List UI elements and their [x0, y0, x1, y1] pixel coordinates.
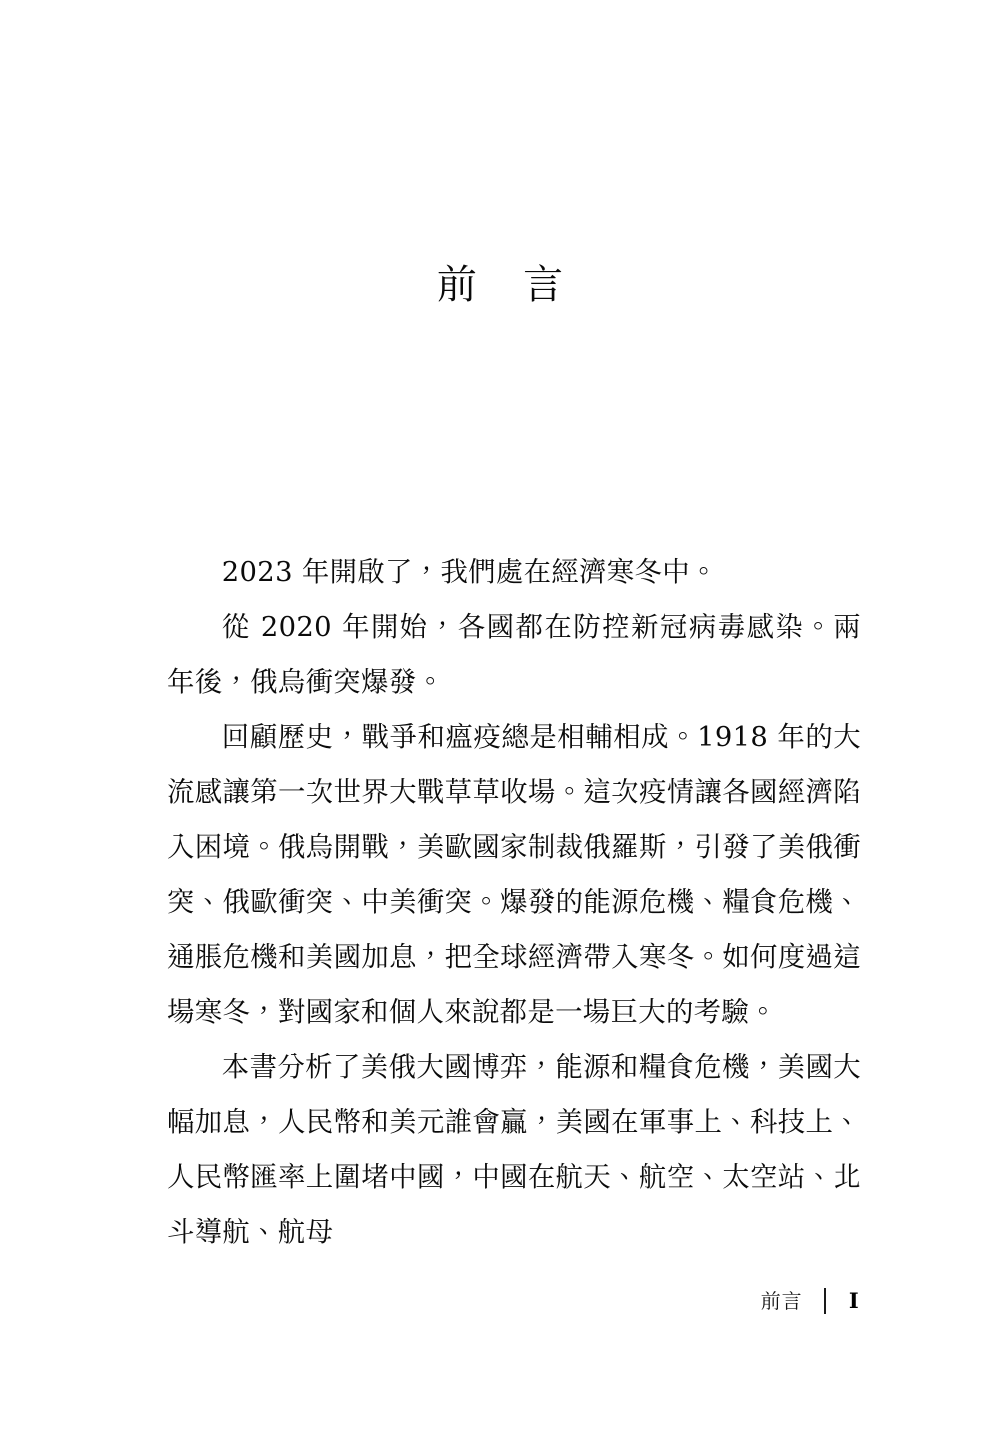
page-footer	[761, 1286, 861, 1316]
paragraph: 2023 年開啟了，我們處在經濟寒冬中。	[221, 557, 718, 588]
paragraph: 從 2020 年開始，各國都在防控新冠病毒感染。兩年後，俄烏衝突爆發。	[167, 612, 861, 698]
body-text-block	[167, 545, 861, 1260]
page-number: I	[848, 1288, 860, 1313]
page-title: 前 言	[436, 261, 580, 308]
paragraph: 回顧歷史，戰爭和瘟疫總是相輔相成。1918 年的大流感讓第一次世界大戰草草收場。這次疫情讓各國經濟陷入困境。俄烏開戰，美歐國家制裁俄羅斯，引發了美俄衝突、俄歐衝突、中美衝突。爆發的能源危機、糧食危機、通脹危機和美國加息，把全球經濟帶入寒冬。如何度過這場寒冬，對國家和個人來說都是一場巨大的考驗。	[167, 722, 861, 1028]
paragraph: 本書分析了美俄大國博弈，能源和糧食危機，美國大幅加息，人民幣和美元誰會贏，美國在軍事上、科技上、人民幣匯率上圍堵中國，中國在航天、航空、太空站、北斗導航、航母	[167, 1052, 861, 1248]
footer-divider	[824, 1288, 826, 1314]
footer-running-label: 前言	[760, 1289, 803, 1313]
